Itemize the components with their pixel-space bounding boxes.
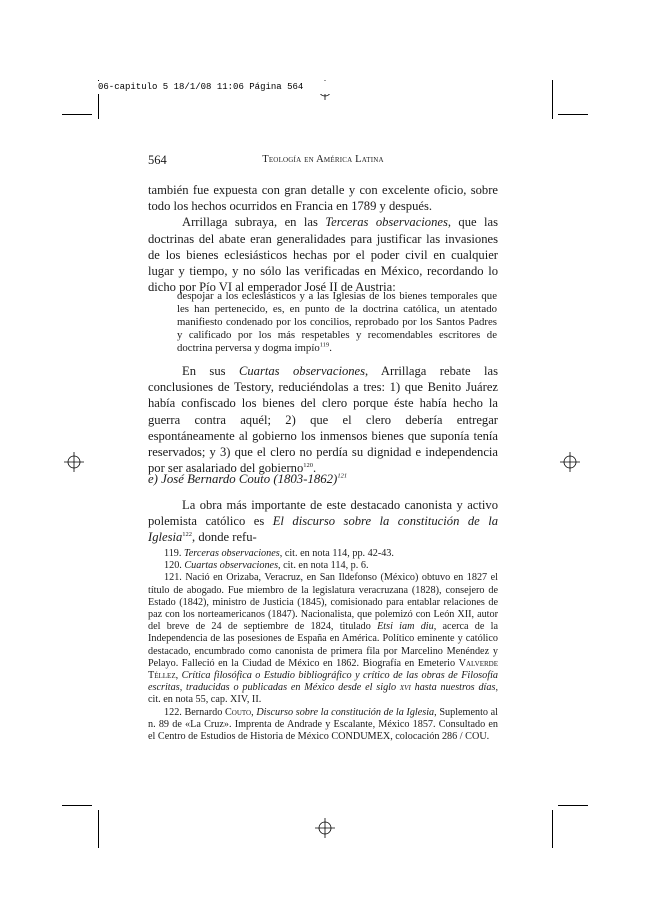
slug-time: 11:06 bbox=[216, 82, 244, 92]
slug-file: 06-capitulo 5 bbox=[98, 82, 169, 92]
footnote-ref-122: 122 bbox=[182, 531, 193, 539]
paragraph-cuartas: En sus Cuartas observaciones, Arrillaga rebate las conclusiones de Testory, reduciéndolas a tres: 1) que Benito Juárez había confiscado los bienes del clero porque éste había hecho la guerra contra aquél; 2) que el clero debería entregar espontáneamente al gobierno los inmensos bienes que suponía tenía reservados; y 3) que el clero no perdía su dignidad e independencia por ser asalariado del gobierno$^{120}$. bbox=[148, 364, 498, 476]
block-quote: despojar a los eclesiásticos y a las Iglesias de los bienes temporales que les han pertenecido, es, en punto de la doctrina católica, un atentado manifiesto condenado por los concilios, reprobado por los Santos Padres y calificado por los más respetables y recomendables escritores de doctrina perversa y dogma impío$^{119}$. bbox=[177, 290, 497, 355]
footnote-ref-121: 121 bbox=[337, 472, 348, 480]
registration-mark-left-icon bbox=[64, 452, 84, 472]
section-heading: e) José Bernardo Couto (1803-1862)$^{121}$ bbox=[148, 472, 348, 486]
paragraph-arrillaga: Arrillaga subraya, en las Terceras observaciones, que las doctrinas del abate eran generalidades para justificar las invasiones de los bienes eclesiásticos hechas por el poder civil en cualquier lugar y tiempo, y no sólo las verificadas en México, recordando lo dicho por Pío VI al emperador José II de Austria: bbox=[148, 215, 499, 295]
crop-mark-bottom-right-vertical bbox=[552, 810, 553, 848]
footnote-122: 122. Bernardo Couto, Discurso sobre la constitución de la Iglesia, Suplemento al n. 89 de «La Cruz». Imprenta de Andrade y Escalante, México 1857. Consultado en el Centro de Estudios de Historia de México CONDUMEX, colocación 286 / COU. bbox=[148, 706, 498, 743]
crop-mark-bottom-left-horizontal bbox=[62, 805, 92, 806]
registration-mark-bottom-icon bbox=[315, 818, 335, 838]
printer-slug bbox=[98, 81, 358, 94]
registration-mark-right-icon bbox=[560, 452, 580, 472]
crop-mark-top-right-vertical bbox=[552, 80, 553, 119]
crop-mark-bottom-left-vertical bbox=[98, 810, 99, 848]
paragraph-couto: La obra más importante de este destacado canonista y activo polemista católico es El discurso sobre la constitución de la Iglesia$^{122}$, donde refu- bbox=[148, 498, 498, 545]
body-block-lower bbox=[148, 497, 498, 546]
title-cuartas-observaciones: Cuartas observaciones bbox=[238, 364, 366, 378]
footnote-ref-120: 120 bbox=[303, 462, 314, 470]
footnote-ref-119: 119 bbox=[319, 341, 330, 349]
footnote-120: 120. Cuartas observaciones, cit. en nota 114, p. 6. bbox=[164, 560, 369, 572]
footnote-119: 119. Terceras observaciones, cit. en nota 114, pp. 42-43. bbox=[164, 548, 394, 559]
body-block-middle bbox=[148, 363, 498, 476]
quote-text: despojar a los eclesiásticos y a las Iglesias de los bienes temporales que les han pertenecido, es, en punto de la doctrina católica, un atentado manifiesto condenado por los concilios, reprobado por los Santos Padres y calificado por los más respetables y recomendables escritores de doctrina perversa y dogma impío bbox=[177, 290, 497, 355]
footnote-121: 121. Nació en Orizaba, Veracruz, en San Ildefonso (México) obtuvo en 1827 el título de abogado. Fue miembro de la legislatura veracruzana (1828), consejero de Estado (1842), ministro de Justicia (1845), comisionado para entablar relaciones de paz con los norteamericanos (1847). Nacionalista, que polemizó con León XII, autor del breve de 24 de septiembre de 1824, titulado Etsi iam diu, acerca de la Independencia de las posesiones de España en América. Político eminente y católico destacado, encumbrado como canonista de primera fila por Marcelino Menéndez y Pelayo. Falleció en la Ciudad de México en 1862. Biografía en Emeterio Valverde Téllez, Crítica filosófica o Estudio bibliográfico y crítico de las obras de Filosofía escritas, traducidas o publicadas en México desde el siglo xvi hasta nuestros días, cit. en nota 55, cap. XIV, II. bbox=[148, 572, 498, 706]
title-discurso: El discurso sobre la constitución de la Iglesia bbox=[148, 514, 498, 545]
paragraph-continuation: también fue expuesta con gran detalle y con excelente oficio, sobre todo los hechos ocurridos en Francia en 1789 y después. bbox=[148, 183, 498, 214]
page-number: 564 bbox=[148, 153, 167, 167]
footnotes bbox=[148, 548, 498, 743]
crop-mark-top-left-horizontal bbox=[62, 114, 92, 115]
body-block-upper bbox=[148, 182, 498, 295]
title-terceras-observaciones: Terceras observaciones bbox=[325, 215, 448, 230]
slug-date: 18/1/08 bbox=[173, 82, 212, 92]
slug-page-word: Página bbox=[249, 82, 282, 92]
slug-page-number: 564 bbox=[287, 82, 304, 92]
running-title: Teología en América Latina bbox=[262, 154, 384, 165]
running-header bbox=[148, 152, 498, 168]
crop-mark-bottom-right-horizontal bbox=[558, 805, 588, 806]
crop-mark-top-right-horizontal bbox=[558, 114, 588, 115]
